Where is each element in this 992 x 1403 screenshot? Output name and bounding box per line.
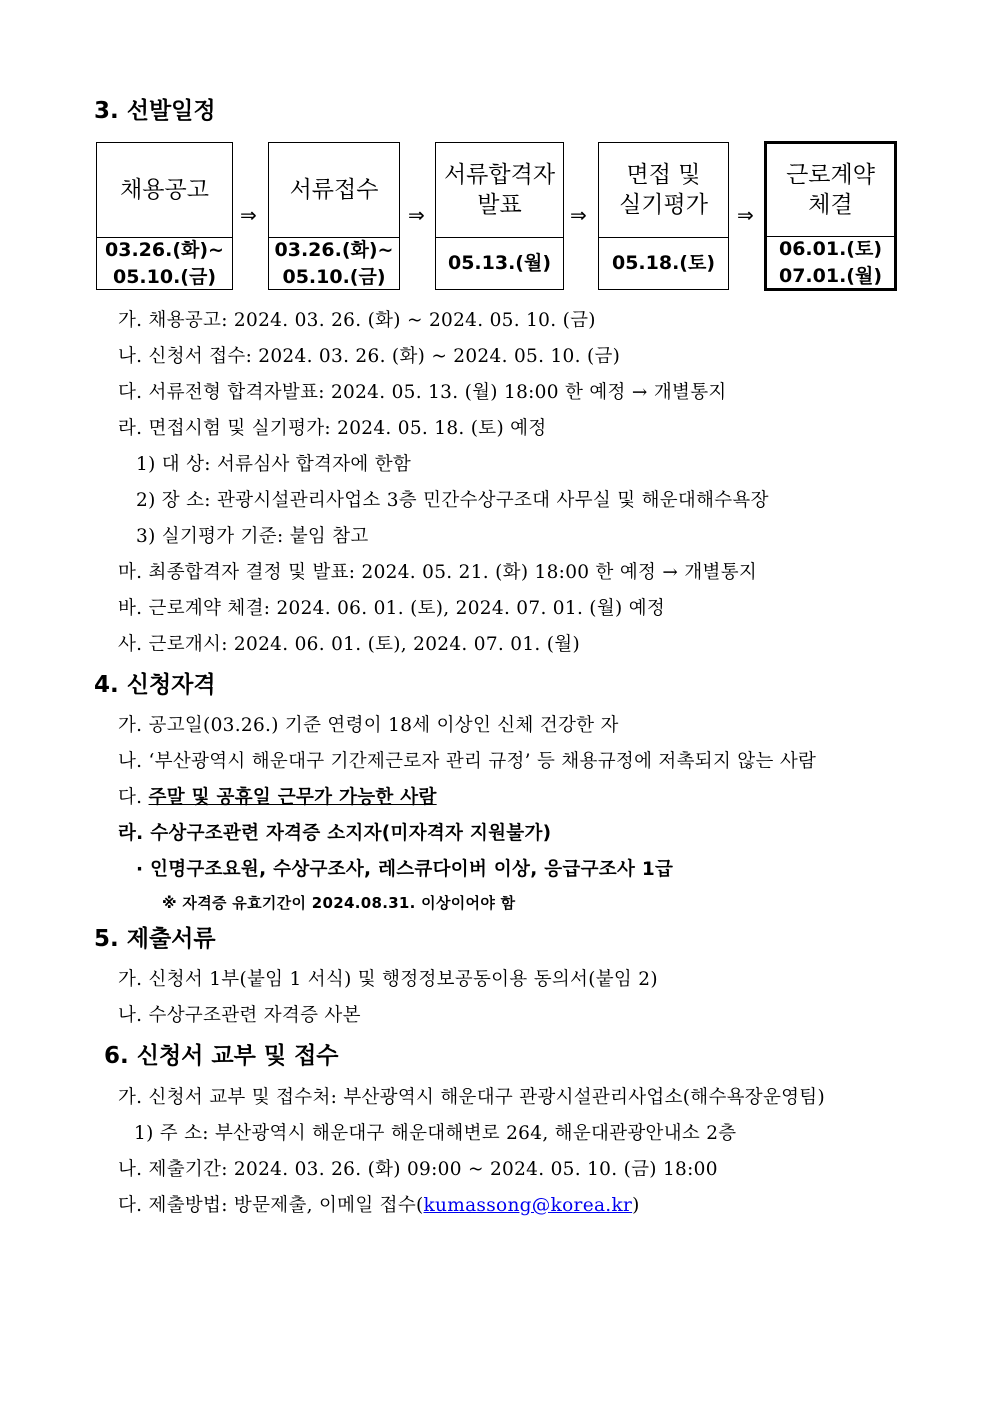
schedule-item: 다. 서류전형 합격자발표: 2024. 05. 13. (월) 18:00 한 예정 → 개별통지 <box>118 382 727 403</box>
qualification-item: 나. ‘부산광역시 해운대구 기간제근로자 관리 규정’ 등 채용규정에 저촉되지 않는 사람 <box>118 751 817 772</box>
step-label: 서류합격자 <box>443 162 556 188</box>
step-date: 05.13.(월) <box>447 252 552 274</box>
email-link[interactable]: kumassong@korea.kr <box>423 1195 633 1216</box>
step-label: 체결 <box>808 192 853 218</box>
section-6-heading: 6. 신청서 교부 및 접수 <box>104 1043 339 1069</box>
application-item <box>118 1191 640 1217</box>
arrow-icon: ⇒ <box>570 203 587 227</box>
step-label: 근로계약 <box>786 162 875 188</box>
application-subitem: 1) 주 소: 부산광역시 해운대구 해운대해변로 264, 해운대관광안내소 2층 <box>134 1123 737 1144</box>
step-date: 03.26.(화)~ <box>274 238 394 261</box>
step-label: 서류접수 <box>289 177 379 203</box>
schedule-item: 가. 채용공고: 2024. 03. 26. (화) ~ 2024. 05. 10. (금) <box>118 310 596 331</box>
step-date: 05.18.(토) <box>611 252 716 274</box>
step-label: 면접 및 <box>626 162 701 188</box>
section-5-heading: 5. 제출서류 <box>94 926 216 952</box>
step-employment-contract <box>764 141 897 291</box>
arrow-icon: ⇒ <box>408 203 425 227</box>
step-interview-practical <box>598 142 729 290</box>
qualification-prefix: 다. <box>118 787 149 808</box>
step-label: 채용공고 <box>120 177 209 203</box>
step-label: 실기평가 <box>619 192 708 218</box>
certificate-validity-note: ※ 자격증 유효기간이 2024.08.31. 이상이어야 함 <box>162 894 516 912</box>
step-document-pass-announcement <box>435 142 564 290</box>
application-item: 나. 제출기간: 2024. 03. 26. (화) 09:00 ~ 2024. 05. 10. (금) 18:00 <box>118 1159 718 1180</box>
schedule-item: 라. 면접시험 및 실기평가: 2024. 05. 18. (토) 예정 <box>118 418 547 439</box>
schedule-subitem: 1) 대 상: 서류심사 합격자에 한함 <box>136 454 412 475</box>
qualification-item: 가. 공고일(03.26.) 기준 연령이 18세 이상인 신체 건강한 자 <box>118 715 619 736</box>
step-recruitment-notice <box>96 142 233 290</box>
step-label: 발표 <box>477 192 522 218</box>
arrow-icon: ⇒ <box>240 203 257 227</box>
submission-method-close: ) <box>632 1195 640 1216</box>
schedule-item: 사. 근로개시: 2024. 06. 01. (토), 2024. 07. 01. (월) <box>118 634 580 655</box>
step-date: 03.26.(화)~ <box>105 238 224 261</box>
section-4-heading: 4. 신청자격 <box>94 672 216 698</box>
section-3-heading: 3. 선발일정 <box>94 98 216 124</box>
qualification-item: 라. 수상구조관련 자격증 소지자(미자격자 지원불가) <box>118 823 552 844</box>
arrow-icon: ⇒ <box>737 203 754 227</box>
submission-method-text: 다. 제출방법: 방문제출, 이메일 접수( <box>118 1195 424 1216</box>
schedule-item: 바. 근로계약 체결: 2024. 06. 01. (토), 2024. 07. 01. (월) 예정 <box>118 598 666 619</box>
document-item: 가. 신청서 1부(붙임 1 서식) 및 행정정보공동이용 동의서(붙임 2) <box>118 969 658 990</box>
schedule-item: 마. 최종합격자 결정 및 발표: 2024. 05. 21. (화) 18:00 한 예정 → 개별통지 <box>118 562 758 583</box>
schedule-item: 나. 신청서 접수: 2024. 03. 26. (화) ~ 2024. 05. 10. (금) <box>118 346 621 367</box>
schedule-subitem: 3) 실기평가 기준: 붙임 참고 <box>136 526 369 547</box>
application-item: 가. 신청서 교부 및 접수처: 부산광역시 해운대구 관광시설관리사업소(해수욕장운영팀) <box>118 1087 826 1108</box>
schedule-subitem: 2) 장 소: 관광시설관리사업소 3층 민간수상구조대 사무실 및 해운대해수욕장 <box>136 490 769 511</box>
step-document-submission <box>268 142 400 290</box>
step-date: 05.10.(금) <box>112 265 217 288</box>
step-date: 07.01.(월) <box>778 264 883 287</box>
qualification-item <box>118 783 437 809</box>
step-date: 05.10.(금) <box>282 265 386 288</box>
weekend-work-requirement: 주말 및 공휴일 근무가 가능한 사람 <box>148 787 437 808</box>
document-item: 나. 수상구조관련 자격증 사본 <box>118 1005 361 1026</box>
qualification-subitem: · 인명구조요원, 수상구조사, 레스큐다이버 이상, 응급구조사 1급 <box>136 859 674 880</box>
step-date: 06.01.(토) <box>778 237 883 260</box>
